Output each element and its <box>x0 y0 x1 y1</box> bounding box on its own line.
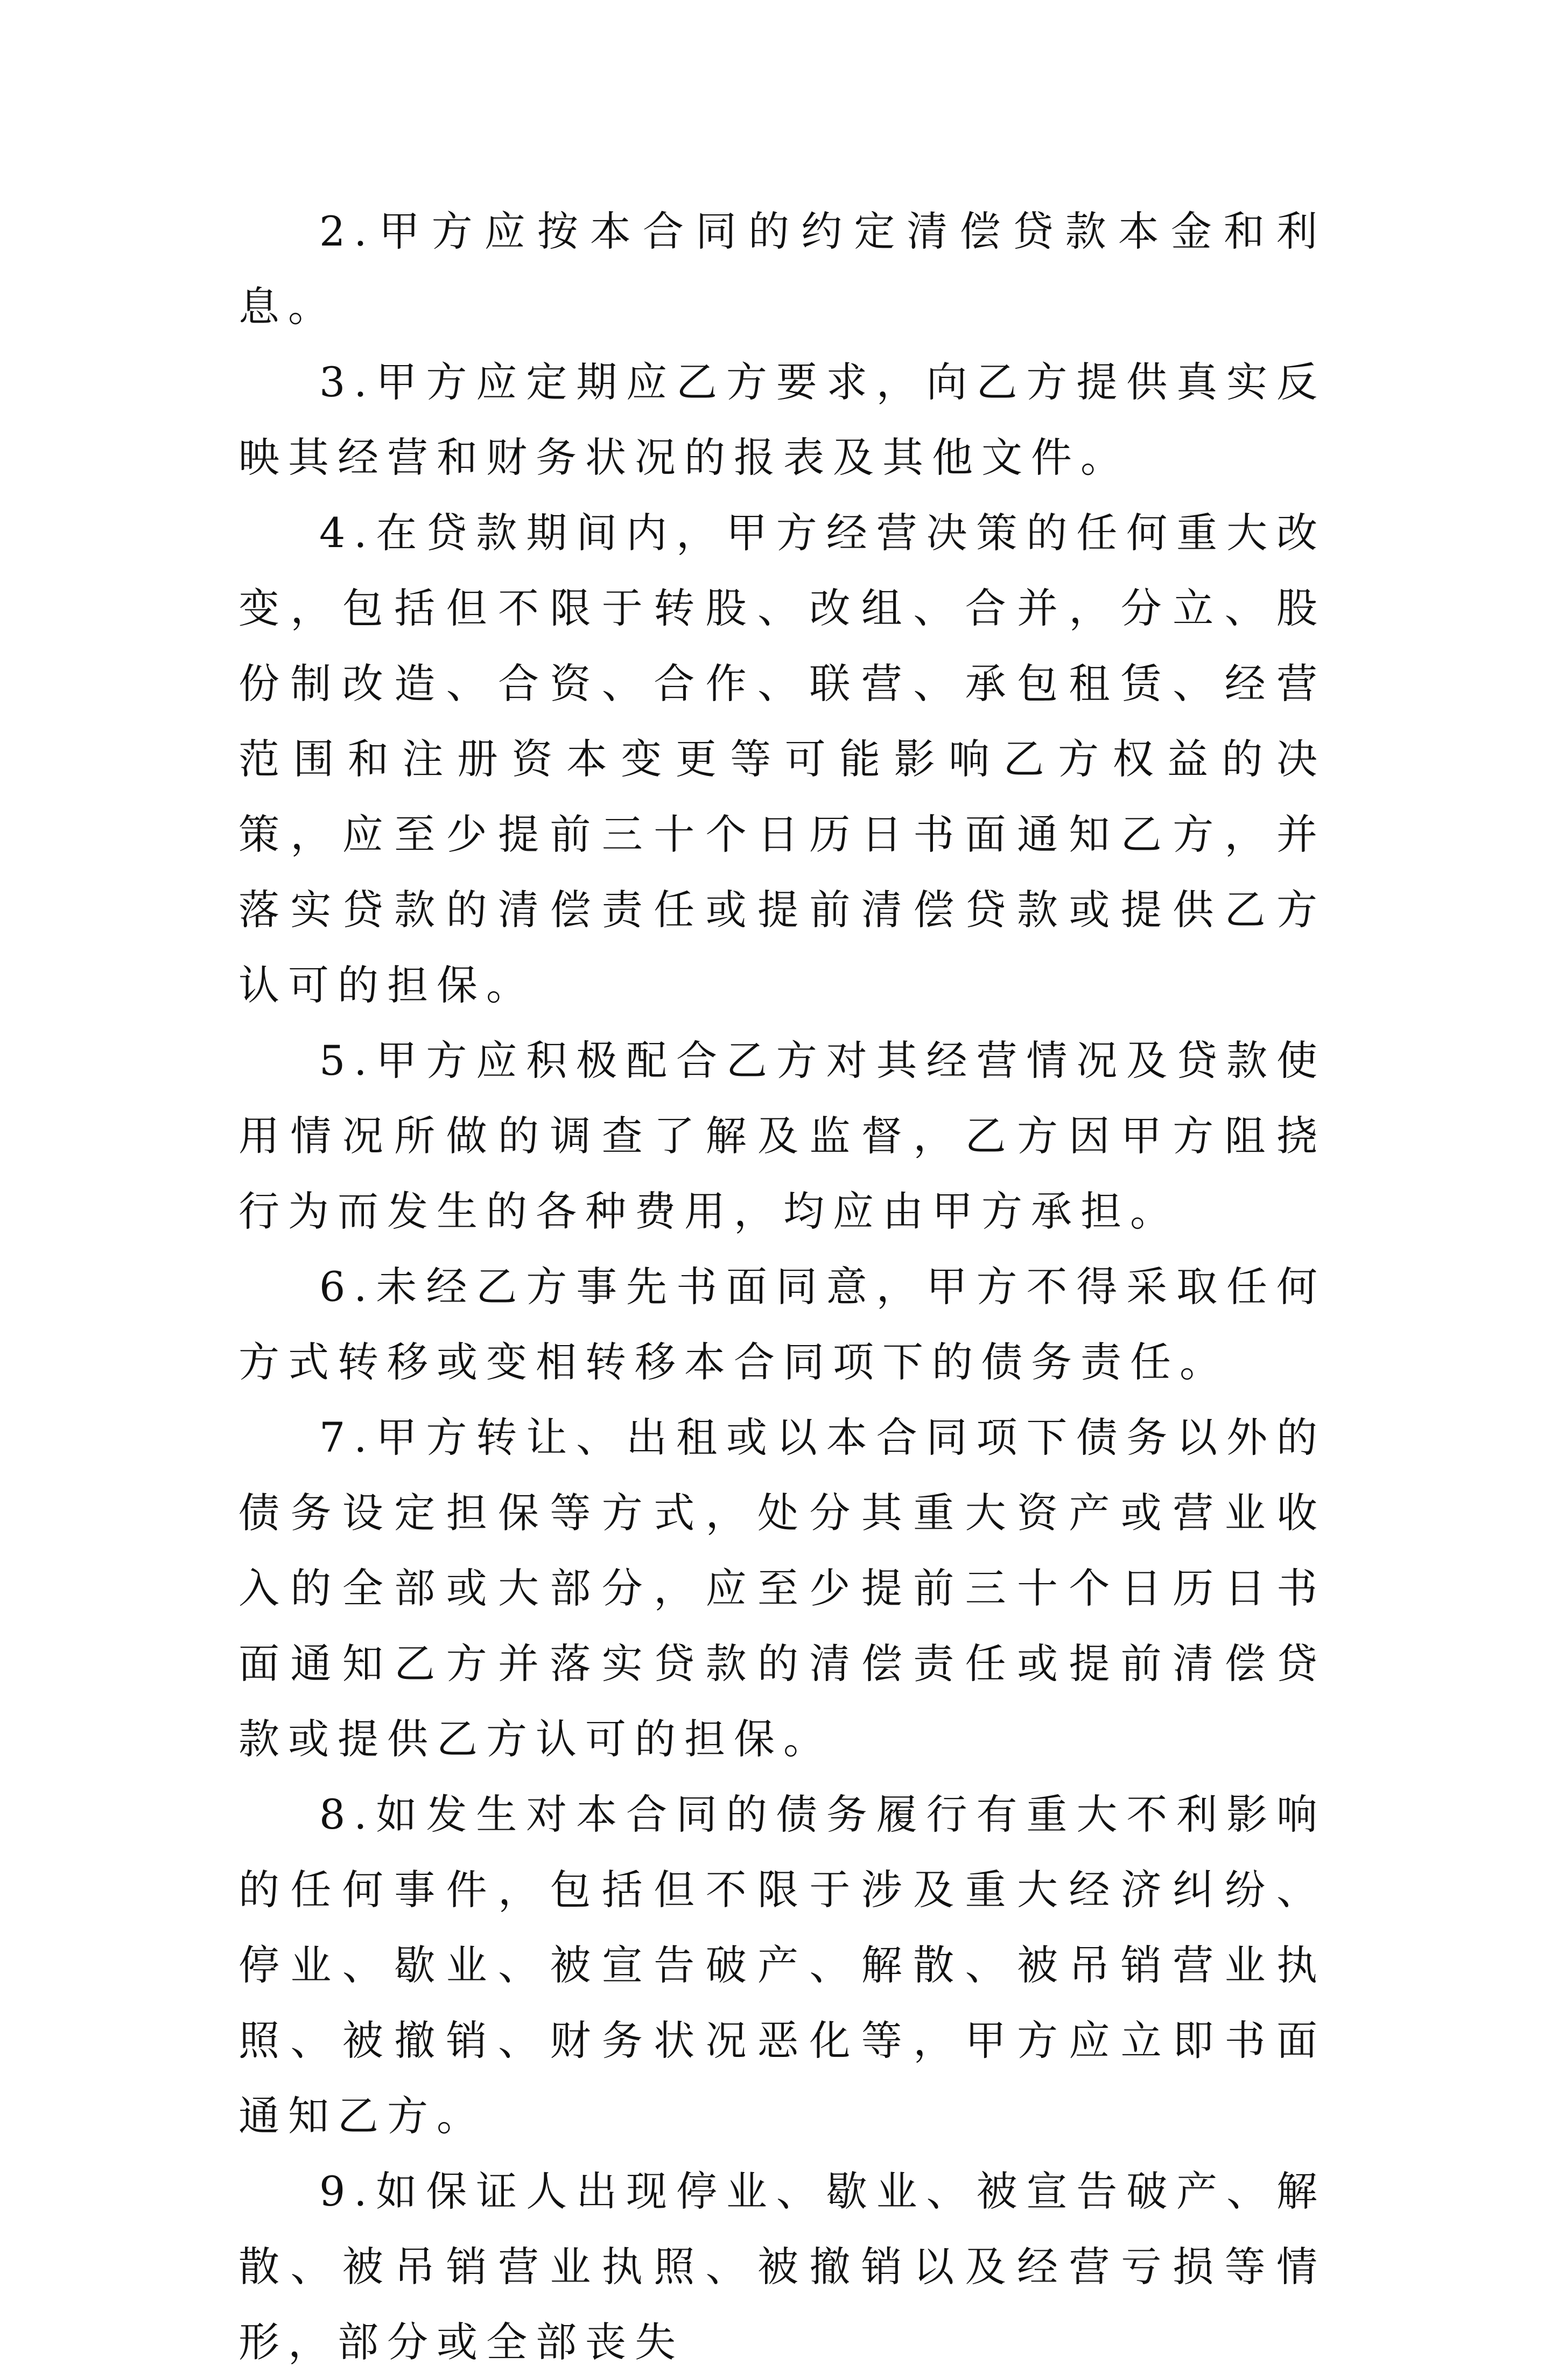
paragraph-item-8: 8.如发生对本合同的债务履行有重大不利影响的任何事件，包括但不限于涉及重大经济纠纷、停业、歇业、被宣告破产、解散、被吊销营业执照、被撤销、财务状况恶化等，甲方应立即书面通知乙方。 <box>238 1790 1326 2140</box>
paragraph-item-5: 5.甲方应积极配合乙方对其经营情况及贷款使用情况所做的调查了解及监督，乙方因甲方阻挠行为而发生的各种费用，均应由甲方承担。 <box>238 1037 1326 1235</box>
document-body <box>238 194 1326 2380</box>
paragraph-item-2: 2.甲方应按本合同的约定清偿贷款本金和利息。 <box>238 207 1326 331</box>
paragraph-item-9: 9.如保证人出现停业、歇业、被宣告破产、解散、被吊销营业执照、被撤销以及经营亏损等情形，部分或全部丧失 <box>238 2167 1326 2366</box>
paragraph-item-4: 4.在贷款期间内，甲方经营决策的任何重大改变，包括但不限于转股、改组、合并，分立、股份制改造、合资、合作、联营、承包租赁、经营范围和注册资本变更等可能影响乙方权益的决策，应至少提前三十个日历日书面通知乙方，并落实贷款的清偿责任或提前清偿贷款或提供乙方认可的担保。 <box>238 509 1326 1009</box>
paragraph-item-6: 6.未经乙方事先书面同意，甲方不得采取任何方式转移或变相转移本合同项下的债务责任。 <box>238 1263 1326 1386</box>
paragraph-item-3: 3.甲方应定期应乙方要求，向乙方提供真实反映其经营和财务状况的报表及其他文件。 <box>238 358 1326 481</box>
paragraph-item-7: 7.甲方转让、出租或以本合同项下债务以外的债务设定担保等方式，处分其重大资产或营业收入的全部或大部分，应至少提前三十个日历日书面通知乙方并落实贷款的清偿责任或提前清偿贷款或提供乙方认可的担保。 <box>238 1413 1326 1763</box>
